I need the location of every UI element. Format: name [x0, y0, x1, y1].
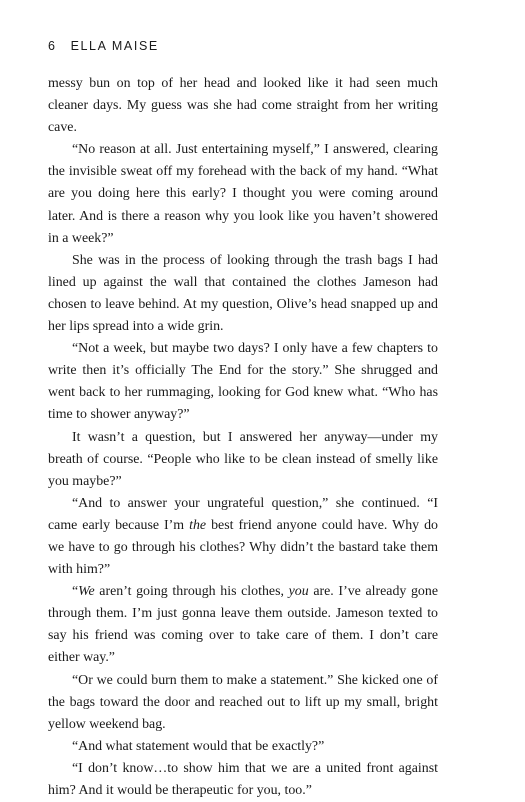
author-name: ELLA MAISE [70, 39, 159, 53]
paragraph [48, 758, 438, 802]
paragraph [48, 73, 438, 139]
text-run: “Not a week, but maybe two days? I only have a few chapters to write then it’s officially The End for the story.” She shrugged and went back to her rummaging, looking for God knew what. “Who has time to shower anyway?” [48, 341, 438, 423]
paragraph [48, 670, 438, 736]
italic-emphasis: you [288, 584, 309, 600]
text-run: are. I’ve already gone through them. I’m just gonna leave them outside. Jameson texted to say his friend was coming over to take care of them. I don’t care either way.” [48, 584, 438, 666]
text-run: “And to answer your ungrateful question,” she continued. “I came early because I’m [48, 495, 438, 533]
paragraph [48, 338, 438, 426]
paragraph [48, 427, 438, 493]
text-run: best friend anyone could have. Why do we have to go through his clothes? Why didn’t the bastard take them with him?” [48, 517, 438, 578]
italic-emphasis: the [189, 517, 207, 533]
paragraph [48, 736, 438, 758]
text-run: “No reason at all. Just entertaining myself,” I answered, clearing the invisible sweat off my forehead with the back of my hand. “What are you doing here this early? I thought you were coming around later. And is there a reason why you look like you haven’t showered in a week?” [48, 142, 438, 246]
text-run: messy bun on top of her head and looked like it had seen much cleaner days. My guess was she had come straight from her writing cave. [48, 76, 438, 136]
paragraph [48, 581, 438, 669]
paragraph [48, 493, 438, 581]
italic-emphasis: We [78, 584, 95, 600]
running-head [48, 38, 438, 54]
text-run: She was in the process of looking through the trash bags I had lined up against the wall that contained the clothes Jameson had chosen to leave behind. At my question, Olive’s head snapped up and her lips spread into a wide grin. [48, 252, 438, 335]
text-run: It wasn’t a question, but I answered her anyway—under my breath of course. “People who like to be clean instead of smelly like you maybe?” [48, 429, 438, 489]
body-text [48, 73, 438, 802]
text-run: “ [72, 584, 79, 600]
text-run: “I don’t know…to show him that we are a united front against him? And it would be therapeutic for you, too.” [48, 760, 438, 798]
paragraph [48, 139, 438, 249]
book-page [48, 38, 438, 802]
paragraph [48, 250, 438, 338]
text-run: aren’t going through his clothes, [94, 584, 289, 600]
text-run: “And what statement would that be exactly?” [72, 738, 325, 754]
text-run: “Or we could burn them to make a statement.” She kicked one of the bags toward the door and reached out to lift up my small, bright yellow weekend bag. [48, 672, 438, 732]
page-number: 6 [48, 39, 57, 53]
